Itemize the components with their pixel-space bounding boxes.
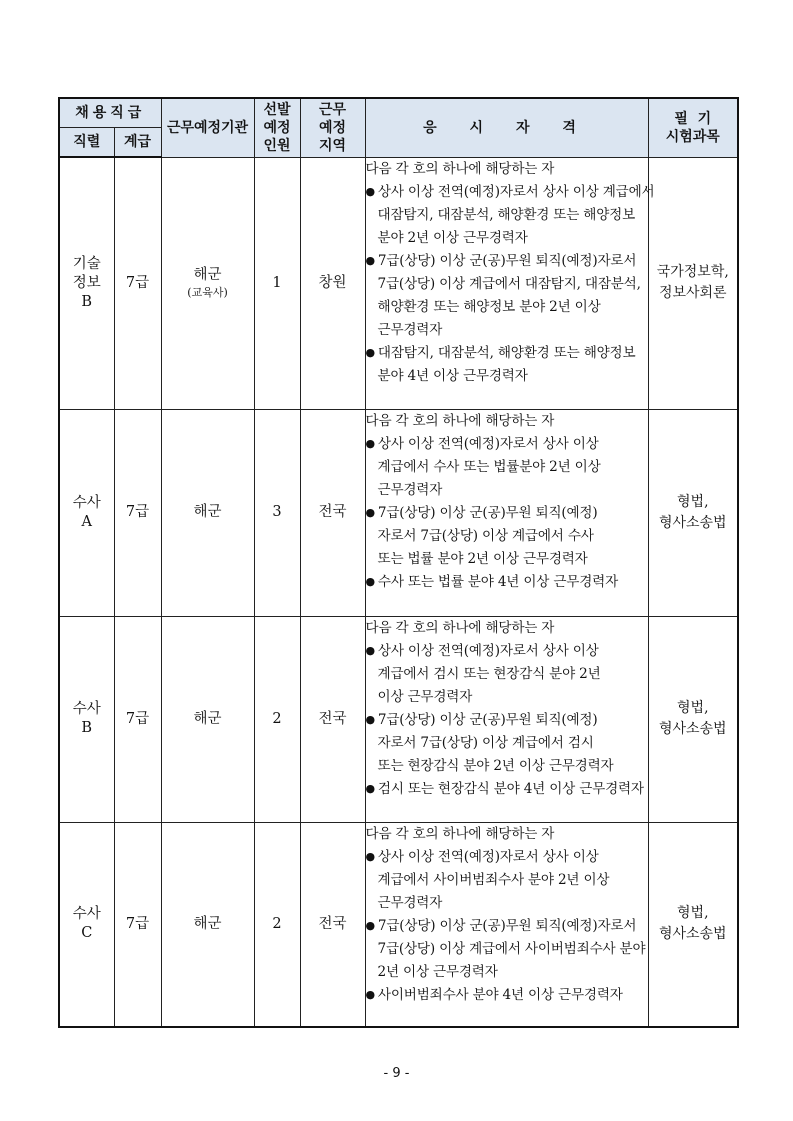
qualification-item: ● 사이버범죄수사 분야 4년 이상 근무경력자 bbox=[365, 986, 623, 1003]
qualification-line: 다음 각 호의 하나에 해당하는 자 bbox=[365, 619, 555, 636]
qualification-line: 다음 각 호의 하나에 해당하는 자 bbox=[365, 160, 555, 177]
cell-agency: 해군 (교육사) bbox=[161, 157, 254, 409]
header-grade: 계급 bbox=[114, 128, 161, 158]
qualification-line: 근무경력자 bbox=[377, 894, 443, 911]
bullet-icon: ● bbox=[365, 918, 375, 932]
bullet-icon: ● bbox=[365, 712, 375, 726]
header-region: 근무 예정 지역 bbox=[300, 98, 365, 157]
recruitment-table bbox=[58, 97, 739, 1028]
qualification-line: 다음 각 호의 하나에 해당하는 자 bbox=[365, 412, 555, 429]
qualification-line: 분야 4년 이상 근무경력자 bbox=[377, 367, 528, 384]
bullet-icon: ● bbox=[365, 849, 375, 863]
qualification-line: 자로서 7급(상당) 이상 계급에서 수사 bbox=[377, 527, 594, 544]
qualification-item: ● 7급(상당) 이상 군(공)무원 퇴직(예정)자로서 bbox=[365, 252, 637, 269]
bullet-icon: ● bbox=[365, 436, 375, 450]
agency-note: (교육사) bbox=[187, 285, 228, 299]
cell-region: 전국 bbox=[300, 822, 365, 1027]
cell-count: 3 bbox=[254, 409, 300, 616]
bullet-icon: ● bbox=[365, 574, 375, 588]
qualification-line: 계급에서 사이버범죄수사 분야 2년 이상 bbox=[377, 871, 610, 888]
cell-count: 2 bbox=[254, 822, 300, 1027]
header-selection-count: 선발 예정 인원 bbox=[254, 98, 300, 157]
cell-count: 2 bbox=[254, 616, 300, 822]
qualification-item: ● 대잠탐지, 대잠분석, 해양환경 또는 해양정보 bbox=[365, 344, 636, 361]
qualification-item: ● 상사 이상 전역(예정)자로서 상사 이상 bbox=[365, 435, 599, 452]
cell-qualifications bbox=[365, 409, 648, 616]
cell-grade: 7급 bbox=[114, 822, 161, 1027]
header-job-type: 직렬 bbox=[59, 128, 114, 158]
header-qualifications: 응 시 자 격 bbox=[365, 98, 648, 157]
cell-exam-subjects: 형법, 형사소송법 bbox=[648, 822, 738, 1027]
bullet-icon: ● bbox=[365, 345, 375, 359]
qualification-line: 7급(상당) 이상 계급에서 대잠탐지, 대잠분석, bbox=[377, 275, 641, 292]
cell-job-type: 수사 C bbox=[59, 822, 114, 1027]
cell-grade: 7급 bbox=[114, 157, 161, 409]
qualification-item: ● 상사 이상 전역(예정)자로서 상사 이상 bbox=[365, 642, 599, 659]
bullet-icon: ● bbox=[365, 505, 375, 519]
cell-region: 전국 bbox=[300, 616, 365, 822]
table-row bbox=[59, 822, 738, 1027]
qualification-line: 대잠탐지, 대잠분석, 해양환경 또는 해양정보 bbox=[377, 206, 636, 223]
qualification-line: 2년 이상 근무경력자 bbox=[377, 963, 498, 980]
qualification-item: ● 7급(상당) 이상 군(공)무원 퇴직(예정)자로서 bbox=[365, 917, 637, 934]
cell-job-type: 수사 B bbox=[59, 616, 114, 822]
qualification-line: 계급에서 수사 또는 법률분야 2년 이상 bbox=[377, 458, 601, 475]
qualification-item: ● 7급(상당) 이상 군(공)무원 퇴직(예정) bbox=[365, 504, 598, 521]
bullet-icon: ● bbox=[365, 643, 375, 657]
cell-exam-subjects: 국가정보학, 정보사회론 bbox=[648, 157, 738, 409]
header-exam-subjects: 필 기 시험과목 bbox=[648, 98, 738, 157]
table-row bbox=[59, 616, 738, 822]
qualification-line: 계급에서 검시 또는 현장감식 분야 2년 bbox=[377, 665, 601, 682]
page-number: - 9 - bbox=[383, 1066, 410, 1081]
qualification-item: ● 7급(상당) 이상 군(공)무원 퇴직(예정) bbox=[365, 711, 598, 728]
qualification-line: 해양환경 또는 해양정보 분야 2년 이상 bbox=[377, 298, 601, 315]
cell-agency: 해군 bbox=[161, 616, 254, 822]
cell-job-type: 기술 정보 B bbox=[59, 157, 114, 409]
header-recruit-grade: 채용직급 bbox=[59, 98, 161, 128]
cell-exam-subjects: 형법, 형사소송법 bbox=[648, 409, 738, 616]
cell-agency: 해군 bbox=[161, 822, 254, 1027]
qualification-line: 7급(상당) 이상 계급에서 사이버범죄수사 분야 bbox=[377, 940, 646, 957]
cell-agency: 해군 bbox=[161, 409, 254, 616]
cell-grade: 7급 bbox=[114, 409, 161, 616]
qualification-item: ● 수사 또는 법률 분야 4년 이상 근무경력자 bbox=[365, 573, 619, 590]
qualification-item: ● 검시 또는 현장감식 분야 4년 이상 근무경력자 bbox=[365, 780, 644, 797]
bullet-icon: ● bbox=[365, 781, 375, 795]
cell-region: 전국 bbox=[300, 409, 365, 616]
qualification-item: ● 상사 이상 전역(예정)자로서 상사 이상 계급에서 bbox=[365, 183, 655, 200]
qualification-line: 또는 현장감식 분야 2년 이상 근무경력자 bbox=[377, 757, 614, 774]
cell-qualifications bbox=[365, 616, 648, 822]
header-agency: 근무예정기관 bbox=[161, 98, 254, 157]
qualification-line: 자로서 7급(상당) 이상 계급에서 검시 bbox=[377, 734, 594, 751]
table-row bbox=[59, 409, 738, 616]
bullet-icon: ● bbox=[365, 253, 375, 267]
qualification-line: 또는 법률 분야 2년 이상 근무경력자 bbox=[377, 550, 588, 567]
qualification-line: 분야 2년 이상 근무경력자 bbox=[377, 229, 528, 246]
qualification-line: 다음 각 호의 하나에 해당하는 자 bbox=[365, 825, 555, 842]
cell-region: 창원 bbox=[300, 157, 365, 409]
table-row bbox=[59, 157, 738, 409]
cell-count: 1 bbox=[254, 157, 300, 409]
qualification-item: ● 상사 이상 전역(예정)자로서 상사 이상 bbox=[365, 848, 599, 865]
cell-job-type: 수사 A bbox=[59, 409, 114, 616]
qualification-line: 이상 근무경력자 bbox=[377, 688, 473, 705]
cell-exam-subjects: 형법, 형사소송법 bbox=[648, 616, 738, 822]
bullet-icon: ● bbox=[365, 987, 375, 1001]
cell-qualifications bbox=[365, 157, 655, 409]
qualification-line: 근무경력자 bbox=[377, 481, 443, 498]
bullet-icon: ● bbox=[365, 184, 375, 198]
cell-qualifications bbox=[365, 822, 648, 1027]
cell-grade: 7급 bbox=[114, 616, 161, 822]
qualification-line: 근무경력자 bbox=[377, 321, 443, 338]
